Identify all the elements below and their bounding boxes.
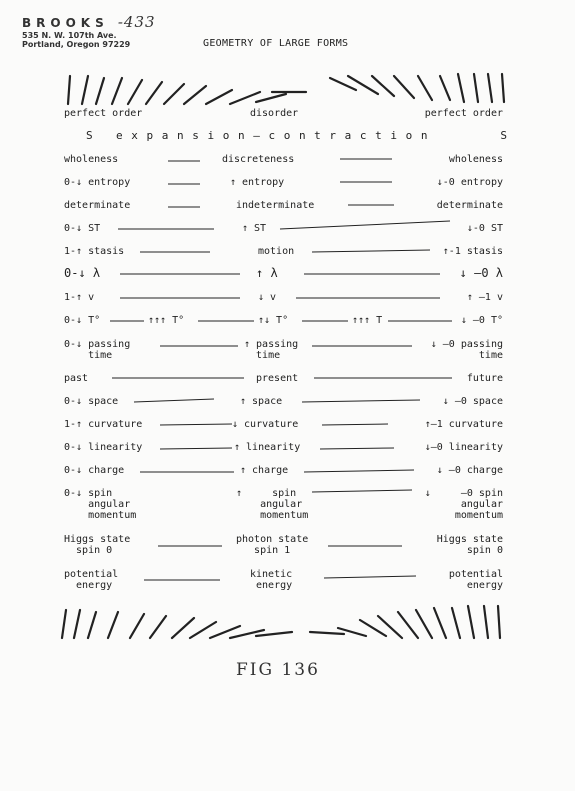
row-charge-right: ↓ —0 charge [436, 465, 503, 476]
row-space-middle: ↑ space [240, 396, 283, 407]
letterhead-city: Portland, Oregon 97229 [22, 40, 131, 49]
row-order-middle: disorder [250, 108, 299, 119]
row-lambda-middle: ↑ λ [256, 266, 278, 280]
row-passing-time-left: 0-↓ passing time [64, 339, 131, 361]
row-energy-middle: kinetic energy [250, 569, 293, 591]
row-charge-middle: ↑ charge [240, 465, 289, 476]
row-wholeness-right: wholeness [448, 154, 503, 165]
row-wholeness-left: wholeness [64, 154, 119, 165]
row-linearity-left: 0-↓ linearity [64, 442, 143, 453]
row-determinate-right: determinate [436, 200, 503, 211]
row-passing-time-middle: ↑ passing time [244, 339, 299, 361]
row-expansion-middle: e x p a n s i o n — c o n t r a c t i o n [116, 129, 429, 142]
row-st-middle: ↑ ST [242, 223, 267, 234]
row-time-right: future [466, 373, 503, 384]
row-expansion-left: S [86, 129, 93, 142]
row-temperature-left: 0-↓ T° [64, 315, 101, 326]
row-curvature-right: ↑—1 curvature [424, 419, 503, 430]
row-entropy-right: ↓-0 entropy [436, 177, 503, 188]
row-spin-middle: ↑ spin angular momentum [236, 488, 309, 521]
row-curvature-left: 1-↑ curvature [64, 419, 143, 430]
row-space-right: ↓ —0 space [442, 396, 503, 407]
row-curvature-middle: ↓ curvature [232, 419, 299, 430]
row-order-left: perfect order [64, 108, 143, 119]
row-spin-right: ↓ —0 spin angular momentum [424, 488, 503, 521]
row-space-left: 0-↓ space [64, 396, 119, 407]
row-linearity-right: ↓—0 linearity [424, 442, 503, 453]
row-velocity-middle: ↓ v [258, 292, 277, 303]
row-expansion-right: S [500, 129, 507, 142]
document-title: GEOMETRY OF LARGE FORMS [203, 38, 349, 49]
row-order-right: perfect order [424, 108, 503, 119]
row-temperature-right: ↓ —0 T° [460, 315, 503, 326]
row-st-right: ↓-0 ST [466, 223, 503, 234]
row-energy-left: potential energy [64, 569, 119, 591]
row-wholeness-middle: discreteness [222, 154, 295, 165]
row-time-left: past [64, 373, 89, 384]
row-spin-left: 0-↓ spin angular momentum [64, 488, 137, 521]
row-time-middle: present [256, 373, 299, 384]
row-st-left: 0-↓ ST [64, 223, 101, 234]
row-temperature-left-arrows: ↑↑↑ T° [148, 315, 185, 326]
row-entropy-middle: ↑ entropy [230, 177, 285, 188]
figure-label: FIG 136 [236, 660, 320, 680]
bottom-hatch-marks [60, 600, 510, 644]
row-determinate-left: determinate [64, 200, 131, 211]
row-temperature-right-arrows: ↑↑↑ T [352, 315, 383, 326]
row-stasis-left: 1-↑ stasis [64, 246, 125, 257]
row-energy-right: potential energy [448, 569, 503, 591]
row-higgs-middle: photon state spin 1 [236, 534, 309, 556]
row-higgs-left: Higgs state spin 0 [64, 534, 131, 556]
row-entropy-left: 0-↓ entropy [64, 177, 131, 188]
row-determinate-middle: indeterminate [236, 200, 315, 211]
row-velocity-left: 1-↑ v [64, 292, 95, 303]
row-temperature-middle: ↑↓ T° [258, 315, 289, 326]
row-passing-time-right: ↓ —0 passing time [430, 339, 503, 361]
row-linearity-middle: ↑ linearity [234, 442, 301, 453]
row-charge-left: 0-↓ charge [64, 465, 125, 476]
handwritten-number: -433 [117, 13, 156, 31]
letterhead-address: 535 N. W. 107th Ave. [22, 31, 117, 40]
letterhead-name: BROOKS [22, 16, 109, 30]
row-lambda-left: 0-↓ λ [64, 266, 101, 280]
row-lambda-right: ↓ —0 λ [459, 266, 503, 280]
row-higgs-right: Higgs state spin 0 [436, 534, 503, 556]
row-velocity-right: ↑ —1 v [466, 292, 503, 303]
row-stasis-right: ↑-1 stasis [442, 246, 503, 257]
row-stasis-middle: motion [258, 246, 295, 257]
